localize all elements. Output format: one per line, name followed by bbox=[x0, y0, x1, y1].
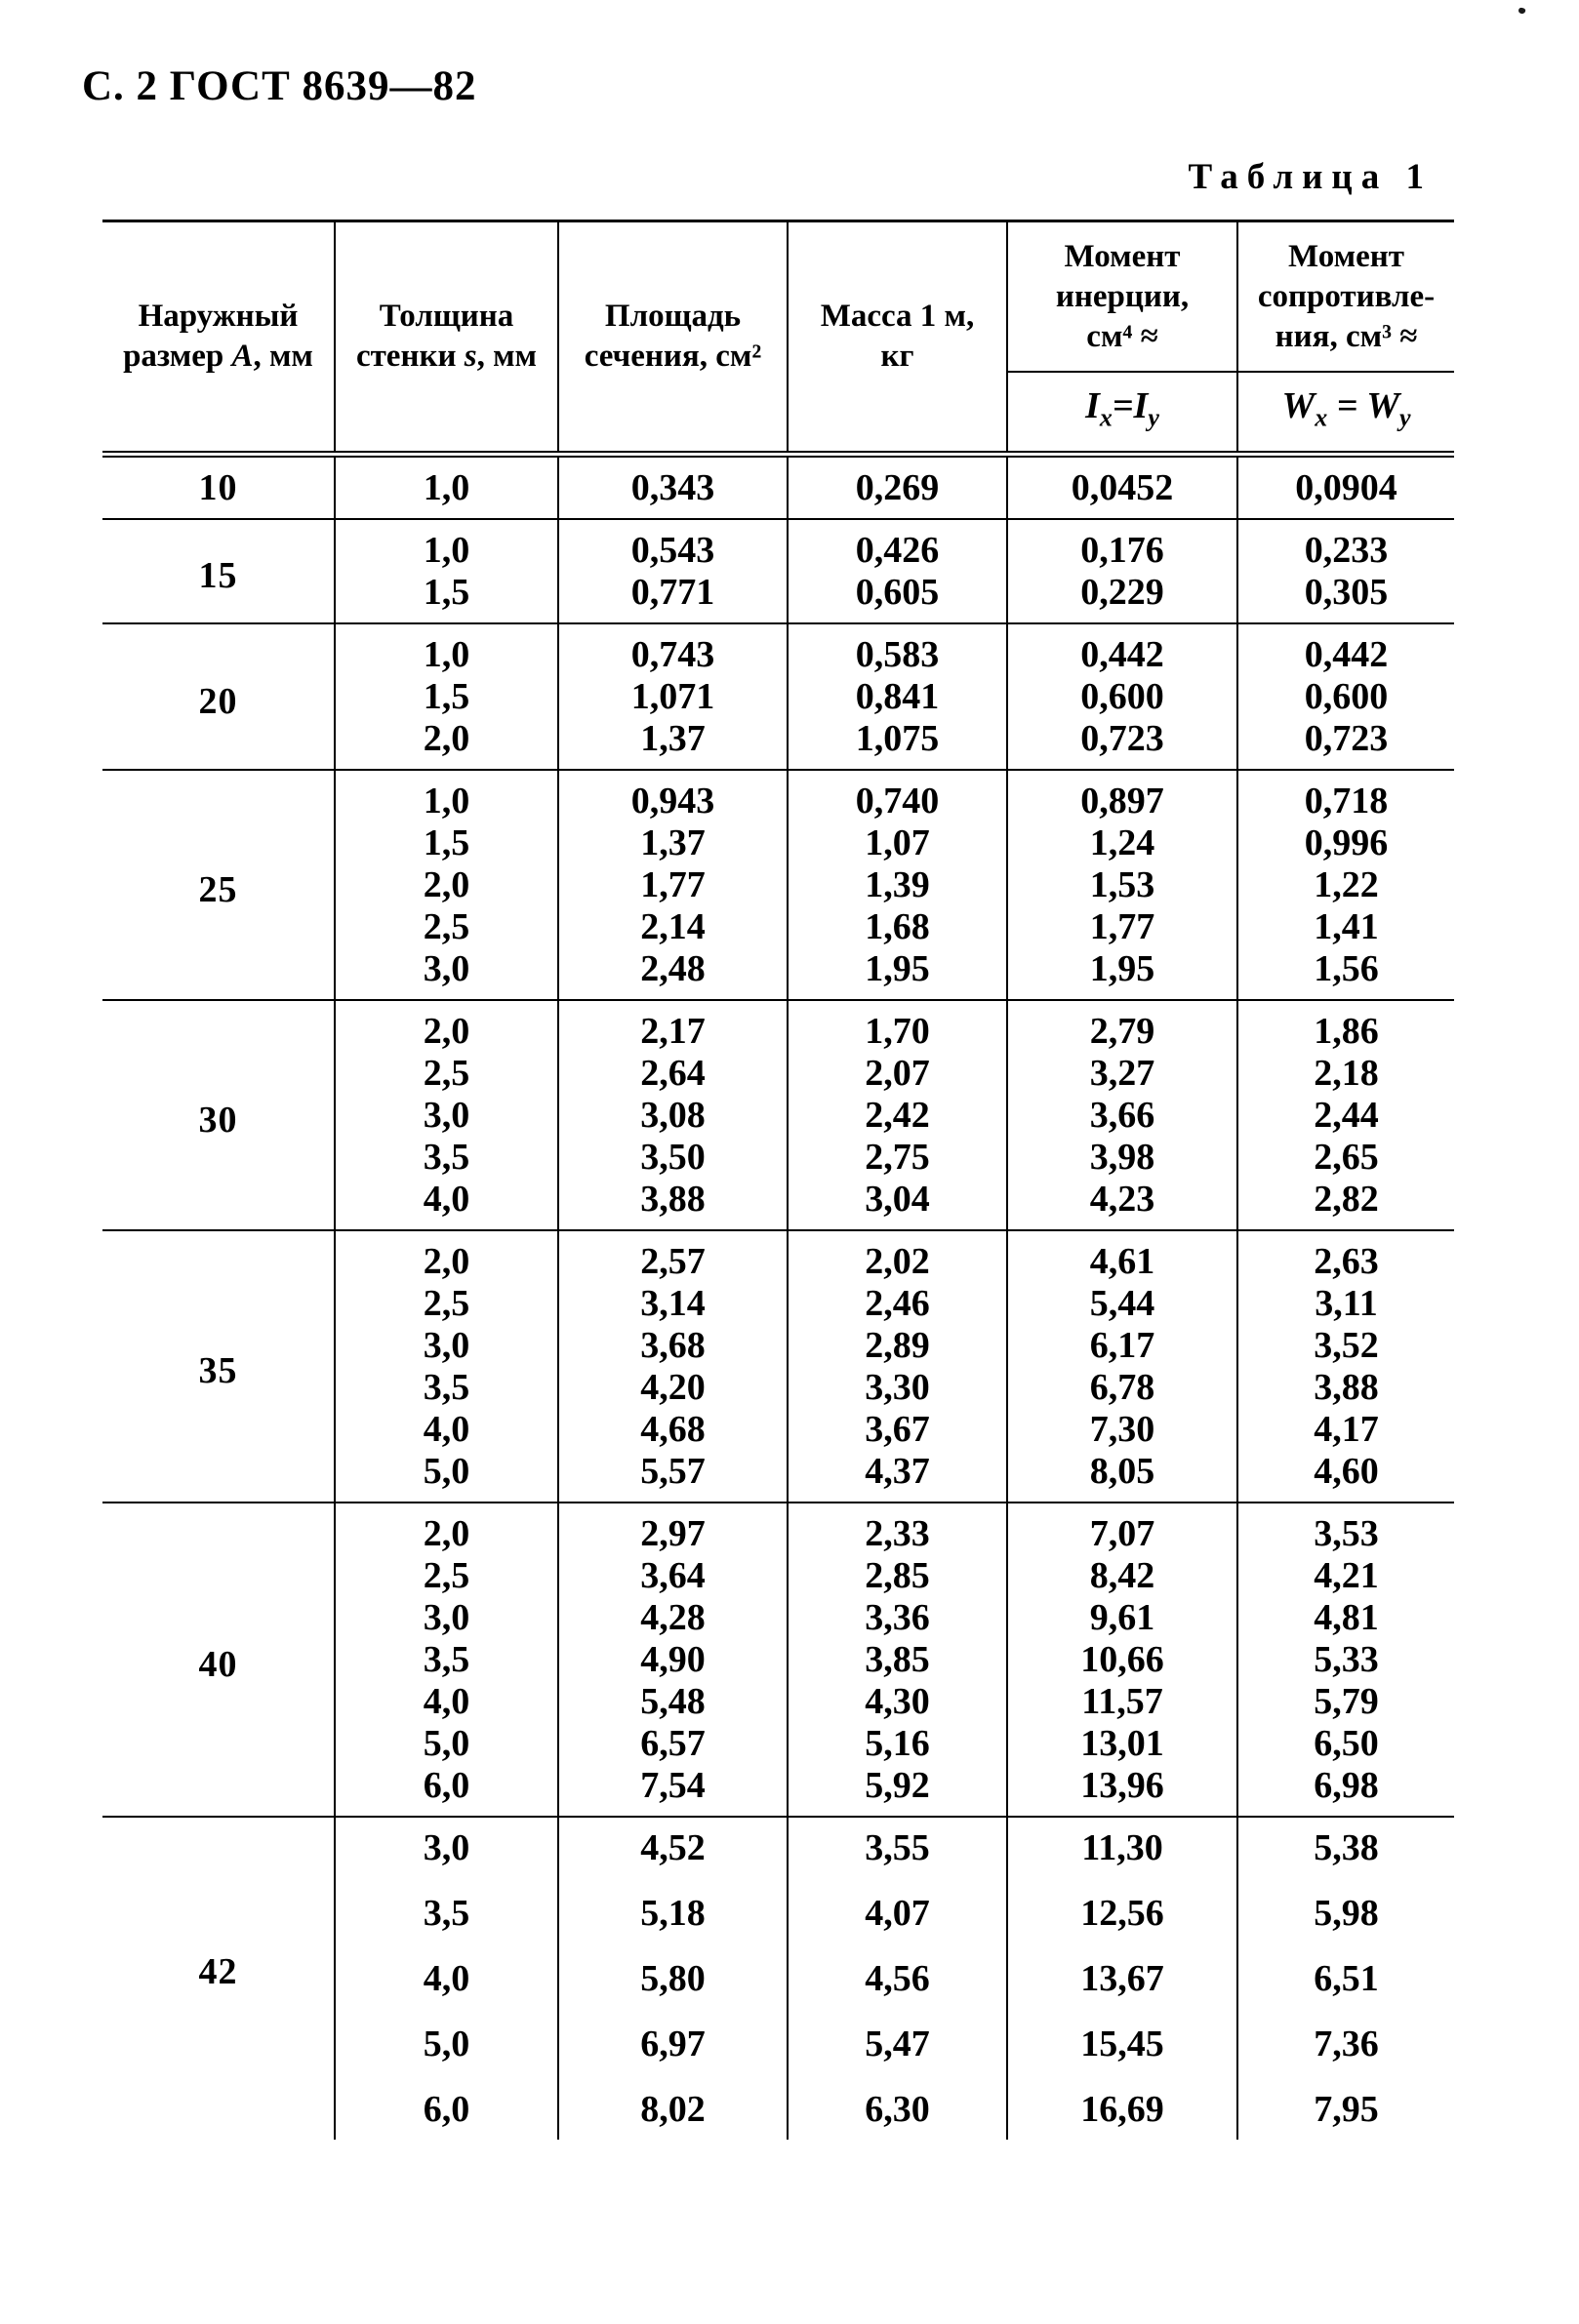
size-group-40 bbox=[102, 1503, 1454, 1817]
table-cell: 10,66 bbox=[1007, 1638, 1237, 1680]
scan-speck bbox=[1518, 7, 1526, 15]
table-row bbox=[102, 455, 1454, 520]
size-group-30 bbox=[102, 1000, 1454, 1230]
size-group-20 bbox=[102, 623, 1454, 770]
col-header-wall-thickness: Толщина стенки s, мм bbox=[335, 221, 558, 455]
table-cell: 6,50 bbox=[1237, 1722, 1454, 1764]
header-row bbox=[102, 221, 1454, 373]
table-cell: 1,24 bbox=[1007, 821, 1237, 863]
table-cell: 3,0 bbox=[335, 1596, 558, 1638]
table-cell: 2,02 bbox=[788, 1230, 1007, 1282]
table-cell: 1,5 bbox=[335, 821, 558, 863]
col-header-section-area: Площадь сечения, см² bbox=[558, 221, 788, 455]
table-row bbox=[102, 1000, 1454, 1052]
table-cell: 4,17 bbox=[1237, 1408, 1454, 1450]
table-cell: 8,42 bbox=[1007, 1554, 1237, 1596]
table-cell: 4,0 bbox=[335, 1408, 558, 1450]
outer-size-cell: 35 bbox=[198, 1350, 238, 1391]
table-cell: 13,67 bbox=[1007, 1957, 1237, 2023]
table-cell: 5,0 bbox=[335, 1722, 558, 1764]
table-cell: 2,82 bbox=[1237, 1178, 1454, 1230]
table-cell: 1,77 bbox=[558, 863, 788, 905]
table-cell: 0,600 bbox=[1007, 675, 1237, 717]
table-cell: 2,33 bbox=[788, 1503, 1007, 1554]
table-cell: 1,0 bbox=[335, 519, 558, 571]
table-cell: 2,63 bbox=[1237, 1230, 1454, 1282]
table-cell: 5,44 bbox=[1007, 1282, 1237, 1324]
table-cell: 0,543 bbox=[558, 519, 788, 571]
table-caption: Таблица 1 bbox=[1188, 157, 1433, 197]
table-cell: 0,718 bbox=[1237, 770, 1454, 821]
table-cell: 1,41 bbox=[1237, 905, 1454, 947]
table-row bbox=[102, 623, 1454, 675]
outer-size-cell: 15 bbox=[198, 555, 238, 596]
table-cell: 3,0 bbox=[335, 1094, 558, 1136]
table-cell: 6,0 bbox=[335, 2088, 558, 2140]
table-row bbox=[102, 1230, 1454, 1282]
outer-size-cell: 30 bbox=[198, 1099, 238, 1141]
table-cell: 3,68 bbox=[558, 1324, 788, 1366]
table-cell: 3,14 bbox=[558, 1282, 788, 1324]
table-cell: 3,52 bbox=[1237, 1324, 1454, 1366]
table-cell: 5,18 bbox=[558, 1892, 788, 1957]
table-cell: 2,5 bbox=[335, 1282, 558, 1324]
table-cell: 2,0 bbox=[335, 717, 558, 770]
table-row bbox=[102, 770, 1454, 821]
table-cell: 7,36 bbox=[1237, 2023, 1454, 2088]
table-cell: 3,50 bbox=[558, 1136, 788, 1178]
table-cell: 1,56 bbox=[1237, 947, 1454, 1000]
table-cell: 7,95 bbox=[1237, 2088, 1454, 2140]
table-cell: 3,85 bbox=[788, 1638, 1007, 1680]
table-cell: 2,57 bbox=[558, 1230, 788, 1282]
col-header-outer-size: Наружный размер А, мм bbox=[102, 221, 335, 455]
table-cell: 7,30 bbox=[1007, 1408, 1237, 1450]
table-cell: 4,0 bbox=[335, 1178, 558, 1230]
table-cell: 2,5 bbox=[335, 1554, 558, 1596]
table-cell: 4,30 bbox=[788, 1680, 1007, 1722]
table-cell: 0,229 bbox=[1007, 571, 1237, 623]
table-cell: 3,98 bbox=[1007, 1136, 1237, 1178]
table-cell: 5,33 bbox=[1237, 1638, 1454, 1680]
table-cell: 16,69 bbox=[1007, 2088, 1237, 2140]
table-cell: 3,5 bbox=[335, 1136, 558, 1178]
table-cell: 1,37 bbox=[558, 821, 788, 863]
table-cell: 0,771 bbox=[558, 571, 788, 623]
table-cell: 11,30 bbox=[1007, 1817, 1237, 1892]
table-cell: 0,897 bbox=[1007, 770, 1237, 821]
table-cell: 5,48 bbox=[558, 1680, 788, 1722]
table-cell: 1,39 bbox=[788, 863, 1007, 905]
table-cell: 3,5 bbox=[335, 1892, 558, 1957]
table-cell: 1,95 bbox=[1007, 947, 1237, 1000]
table-cell: 0,426 bbox=[788, 519, 1007, 571]
table-cell: 2,14 bbox=[558, 905, 788, 947]
table-cell: 15,45 bbox=[1007, 2023, 1237, 2088]
table-cell: 5,16 bbox=[788, 1722, 1007, 1764]
dimensions-table bbox=[102, 220, 1454, 2140]
table-cell: 6,97 bbox=[558, 2023, 788, 2088]
table-cell: 3,5 bbox=[335, 1638, 558, 1680]
table-cell: 4,07 bbox=[788, 1892, 1007, 1957]
table-cell: 1,22 bbox=[1237, 863, 1454, 905]
table-row bbox=[102, 1817, 1454, 1892]
table-cell: 4,52 bbox=[558, 1817, 788, 1892]
size-group-35 bbox=[102, 1230, 1454, 1503]
table-cell: 7,54 bbox=[558, 1764, 788, 1817]
table-cell: 3,08 bbox=[558, 1094, 788, 1136]
table-cell: 1,0 bbox=[335, 770, 558, 821]
table-cell: 6,78 bbox=[1007, 1366, 1237, 1408]
table-cell: 8,05 bbox=[1007, 1450, 1237, 1503]
table-cell: 0,176 bbox=[1007, 519, 1237, 571]
table-cell: 1,0 bbox=[335, 623, 558, 675]
table-cell: 5,98 bbox=[1237, 1892, 1454, 1957]
table-cell: 5,57 bbox=[558, 1450, 788, 1503]
table-cell: 2,85 bbox=[788, 1554, 1007, 1596]
table-cell: 1,075 bbox=[788, 717, 1007, 770]
table-cell: 3,0 bbox=[335, 947, 558, 1000]
table-cell: 5,80 bbox=[558, 1957, 788, 2023]
table-cell: 2,79 bbox=[1007, 1000, 1237, 1052]
table-cell: 3,0 bbox=[335, 1324, 558, 1366]
table-cell: 2,44 bbox=[1237, 1094, 1454, 1136]
table-cell: 6,57 bbox=[558, 1722, 788, 1764]
table-cell: 4,60 bbox=[1237, 1450, 1454, 1503]
outer-size-cell: 20 bbox=[198, 680, 238, 722]
table-cell: 2,5 bbox=[335, 905, 558, 947]
col-header-moment-inertia: Момент инерции, см⁴ ≈ bbox=[1007, 221, 1237, 373]
table-cell: 2,5 bbox=[335, 1052, 558, 1094]
table-row bbox=[102, 519, 1454, 571]
table-cell: 4,0 bbox=[335, 1957, 558, 2023]
table-cell: 2,17 bbox=[558, 1000, 788, 1052]
table-cell: 0,600 bbox=[1237, 675, 1454, 717]
table-cell: 2,75 bbox=[788, 1136, 1007, 1178]
table-cell: 4,81 bbox=[1237, 1596, 1454, 1638]
table-cell: 1,37 bbox=[558, 717, 788, 770]
table-row bbox=[102, 1503, 1454, 1554]
table-cell: 2,07 bbox=[788, 1052, 1007, 1094]
table-cell: 5,92 bbox=[788, 1764, 1007, 1817]
table-cell: 11,57 bbox=[1007, 1680, 1237, 1722]
table-cell: 1,071 bbox=[558, 675, 788, 717]
table-cell: 3,88 bbox=[558, 1178, 788, 1230]
table-cell: 0,305 bbox=[1237, 571, 1454, 623]
table-cell: 0,723 bbox=[1237, 717, 1454, 770]
table-cell: 2,18 bbox=[1237, 1052, 1454, 1094]
table-cell: 3,64 bbox=[558, 1554, 788, 1596]
table-cell: 8,02 bbox=[558, 2088, 788, 2140]
subheader-wx-wy: $W_x = W_y$ bbox=[1237, 372, 1454, 455]
table-cell: 3,11 bbox=[1237, 1282, 1454, 1324]
size-group-42 bbox=[102, 1817, 1454, 2140]
table-head bbox=[102, 221, 1454, 455]
table-cell: 0,442 bbox=[1007, 623, 1237, 675]
table-cell: 3,55 bbox=[788, 1817, 1007, 1892]
table-cell: 4,20 bbox=[558, 1366, 788, 1408]
table-cell: 4,21 bbox=[1237, 1554, 1454, 1596]
table-cell: 5,79 bbox=[1237, 1680, 1454, 1722]
table-cell: 0,743 bbox=[558, 623, 788, 675]
table-cell: 2,89 bbox=[788, 1324, 1007, 1366]
table-cell: 2,48 bbox=[558, 947, 788, 1000]
table-cell: 0,343 bbox=[558, 455, 788, 520]
table-cell: 0,605 bbox=[788, 571, 1007, 623]
table-cell: 3,5 bbox=[335, 1366, 558, 1408]
table-cell: 4,90 bbox=[558, 1638, 788, 1680]
table-cell: 1,5 bbox=[335, 571, 558, 623]
table-cell: 2,97 bbox=[558, 1503, 788, 1554]
table-cell: 4,68 bbox=[558, 1408, 788, 1450]
table-cell: 6,30 bbox=[788, 2088, 1007, 2140]
table-cell: 2,42 bbox=[788, 1094, 1007, 1136]
table-cell: 3,30 bbox=[788, 1366, 1007, 1408]
table-cell: 7,07 bbox=[1007, 1503, 1237, 1554]
table-cell: 3,04 bbox=[788, 1178, 1007, 1230]
table-cell: 5,0 bbox=[335, 1450, 558, 1503]
table-cell: 1,70 bbox=[788, 1000, 1007, 1052]
table-cell: 0,233 bbox=[1237, 519, 1454, 571]
table-cell: 6,51 bbox=[1237, 1957, 1454, 2023]
table-cell: 1,86 bbox=[1237, 1000, 1454, 1052]
table-cell: 5,38 bbox=[1237, 1817, 1454, 1892]
table-cell: 1,77 bbox=[1007, 905, 1237, 947]
outer-size-cell: 40 bbox=[198, 1643, 238, 1685]
table-cell: 13,01 bbox=[1007, 1722, 1237, 1764]
table-cell: 0,740 bbox=[788, 770, 1007, 821]
table-cell: 5,0 bbox=[335, 2023, 558, 2088]
size-group-25 bbox=[102, 770, 1454, 1000]
table-cell: 1,0 bbox=[335, 455, 558, 520]
table-cell: 13,96 bbox=[1007, 1764, 1237, 1817]
table-cell: 0,0452 bbox=[1007, 455, 1237, 520]
outer-size-cell: 25 bbox=[198, 868, 238, 910]
table-cell: 2,64 bbox=[558, 1052, 788, 1094]
table-cell: 0,996 bbox=[1237, 821, 1454, 863]
table-cell: 4,23 bbox=[1007, 1178, 1237, 1230]
table-cell: 0,442 bbox=[1237, 623, 1454, 675]
table-cell: 6,98 bbox=[1237, 1764, 1454, 1817]
table-cell: 0,0904 bbox=[1237, 455, 1454, 520]
table-cell: 2,0 bbox=[335, 1503, 558, 1554]
table-cell: 3,53 bbox=[1237, 1503, 1454, 1554]
table-cell: 2,0 bbox=[335, 1000, 558, 1052]
table-cell: 9,61 bbox=[1007, 1596, 1237, 1638]
table-cell: 3,88 bbox=[1237, 1366, 1454, 1408]
table-cell: 0,943 bbox=[558, 770, 788, 821]
table-cell: 0,269 bbox=[788, 455, 1007, 520]
size-group-15 bbox=[102, 519, 1454, 623]
outer-size-cell: 42 bbox=[198, 1950, 238, 1992]
table-cell: 1,68 bbox=[788, 905, 1007, 947]
table-cell: 4,37 bbox=[788, 1450, 1007, 1503]
table-cell: 3,66 bbox=[1007, 1094, 1237, 1136]
table-cell: 3,27 bbox=[1007, 1052, 1237, 1094]
table-cell: 2,0 bbox=[335, 863, 558, 905]
table-cell: 5,47 bbox=[788, 2023, 1007, 2088]
table-cell: 1,5 bbox=[335, 675, 558, 717]
table-cell: 2,0 bbox=[335, 1230, 558, 1282]
table-cell: 0,583 bbox=[788, 623, 1007, 675]
table-cell: 1,07 bbox=[788, 821, 1007, 863]
table-cell: 6,0 bbox=[335, 1764, 558, 1817]
table-cell: 0,723 bbox=[1007, 717, 1237, 770]
table-cell: 12,56 bbox=[1007, 1892, 1237, 1957]
table-cell: 2,46 bbox=[788, 1282, 1007, 1324]
table-cell: 1,53 bbox=[1007, 863, 1237, 905]
col-header-mass: Масса 1 м, кг bbox=[788, 221, 1007, 455]
table-cell: 0,841 bbox=[788, 675, 1007, 717]
table-cell: 2,65 bbox=[1237, 1136, 1454, 1178]
table-cell: 3,36 bbox=[788, 1596, 1007, 1638]
col-header-moment-resistance: Момент сопротивле- ния, см³ ≈ bbox=[1237, 221, 1454, 373]
size-group-10 bbox=[102, 455, 1454, 520]
page-header: С. 2 ГОСТ 8639—82 bbox=[82, 63, 477, 109]
table-cell: 3,0 bbox=[335, 1817, 558, 1892]
table-cell: 6,17 bbox=[1007, 1324, 1237, 1366]
table-cell: 1,95 bbox=[788, 947, 1007, 1000]
table-cell: 4,61 bbox=[1007, 1230, 1237, 1282]
subheader-ix-iy: $I_x=I_y$ bbox=[1007, 372, 1237, 455]
table-cell: 4,0 bbox=[335, 1680, 558, 1722]
table-cell: 3,67 bbox=[788, 1408, 1007, 1450]
table-cell: 4,56 bbox=[788, 1957, 1007, 2023]
table-cell: 4,28 bbox=[558, 1596, 788, 1638]
outer-size-cell: 10 bbox=[198, 466, 238, 508]
